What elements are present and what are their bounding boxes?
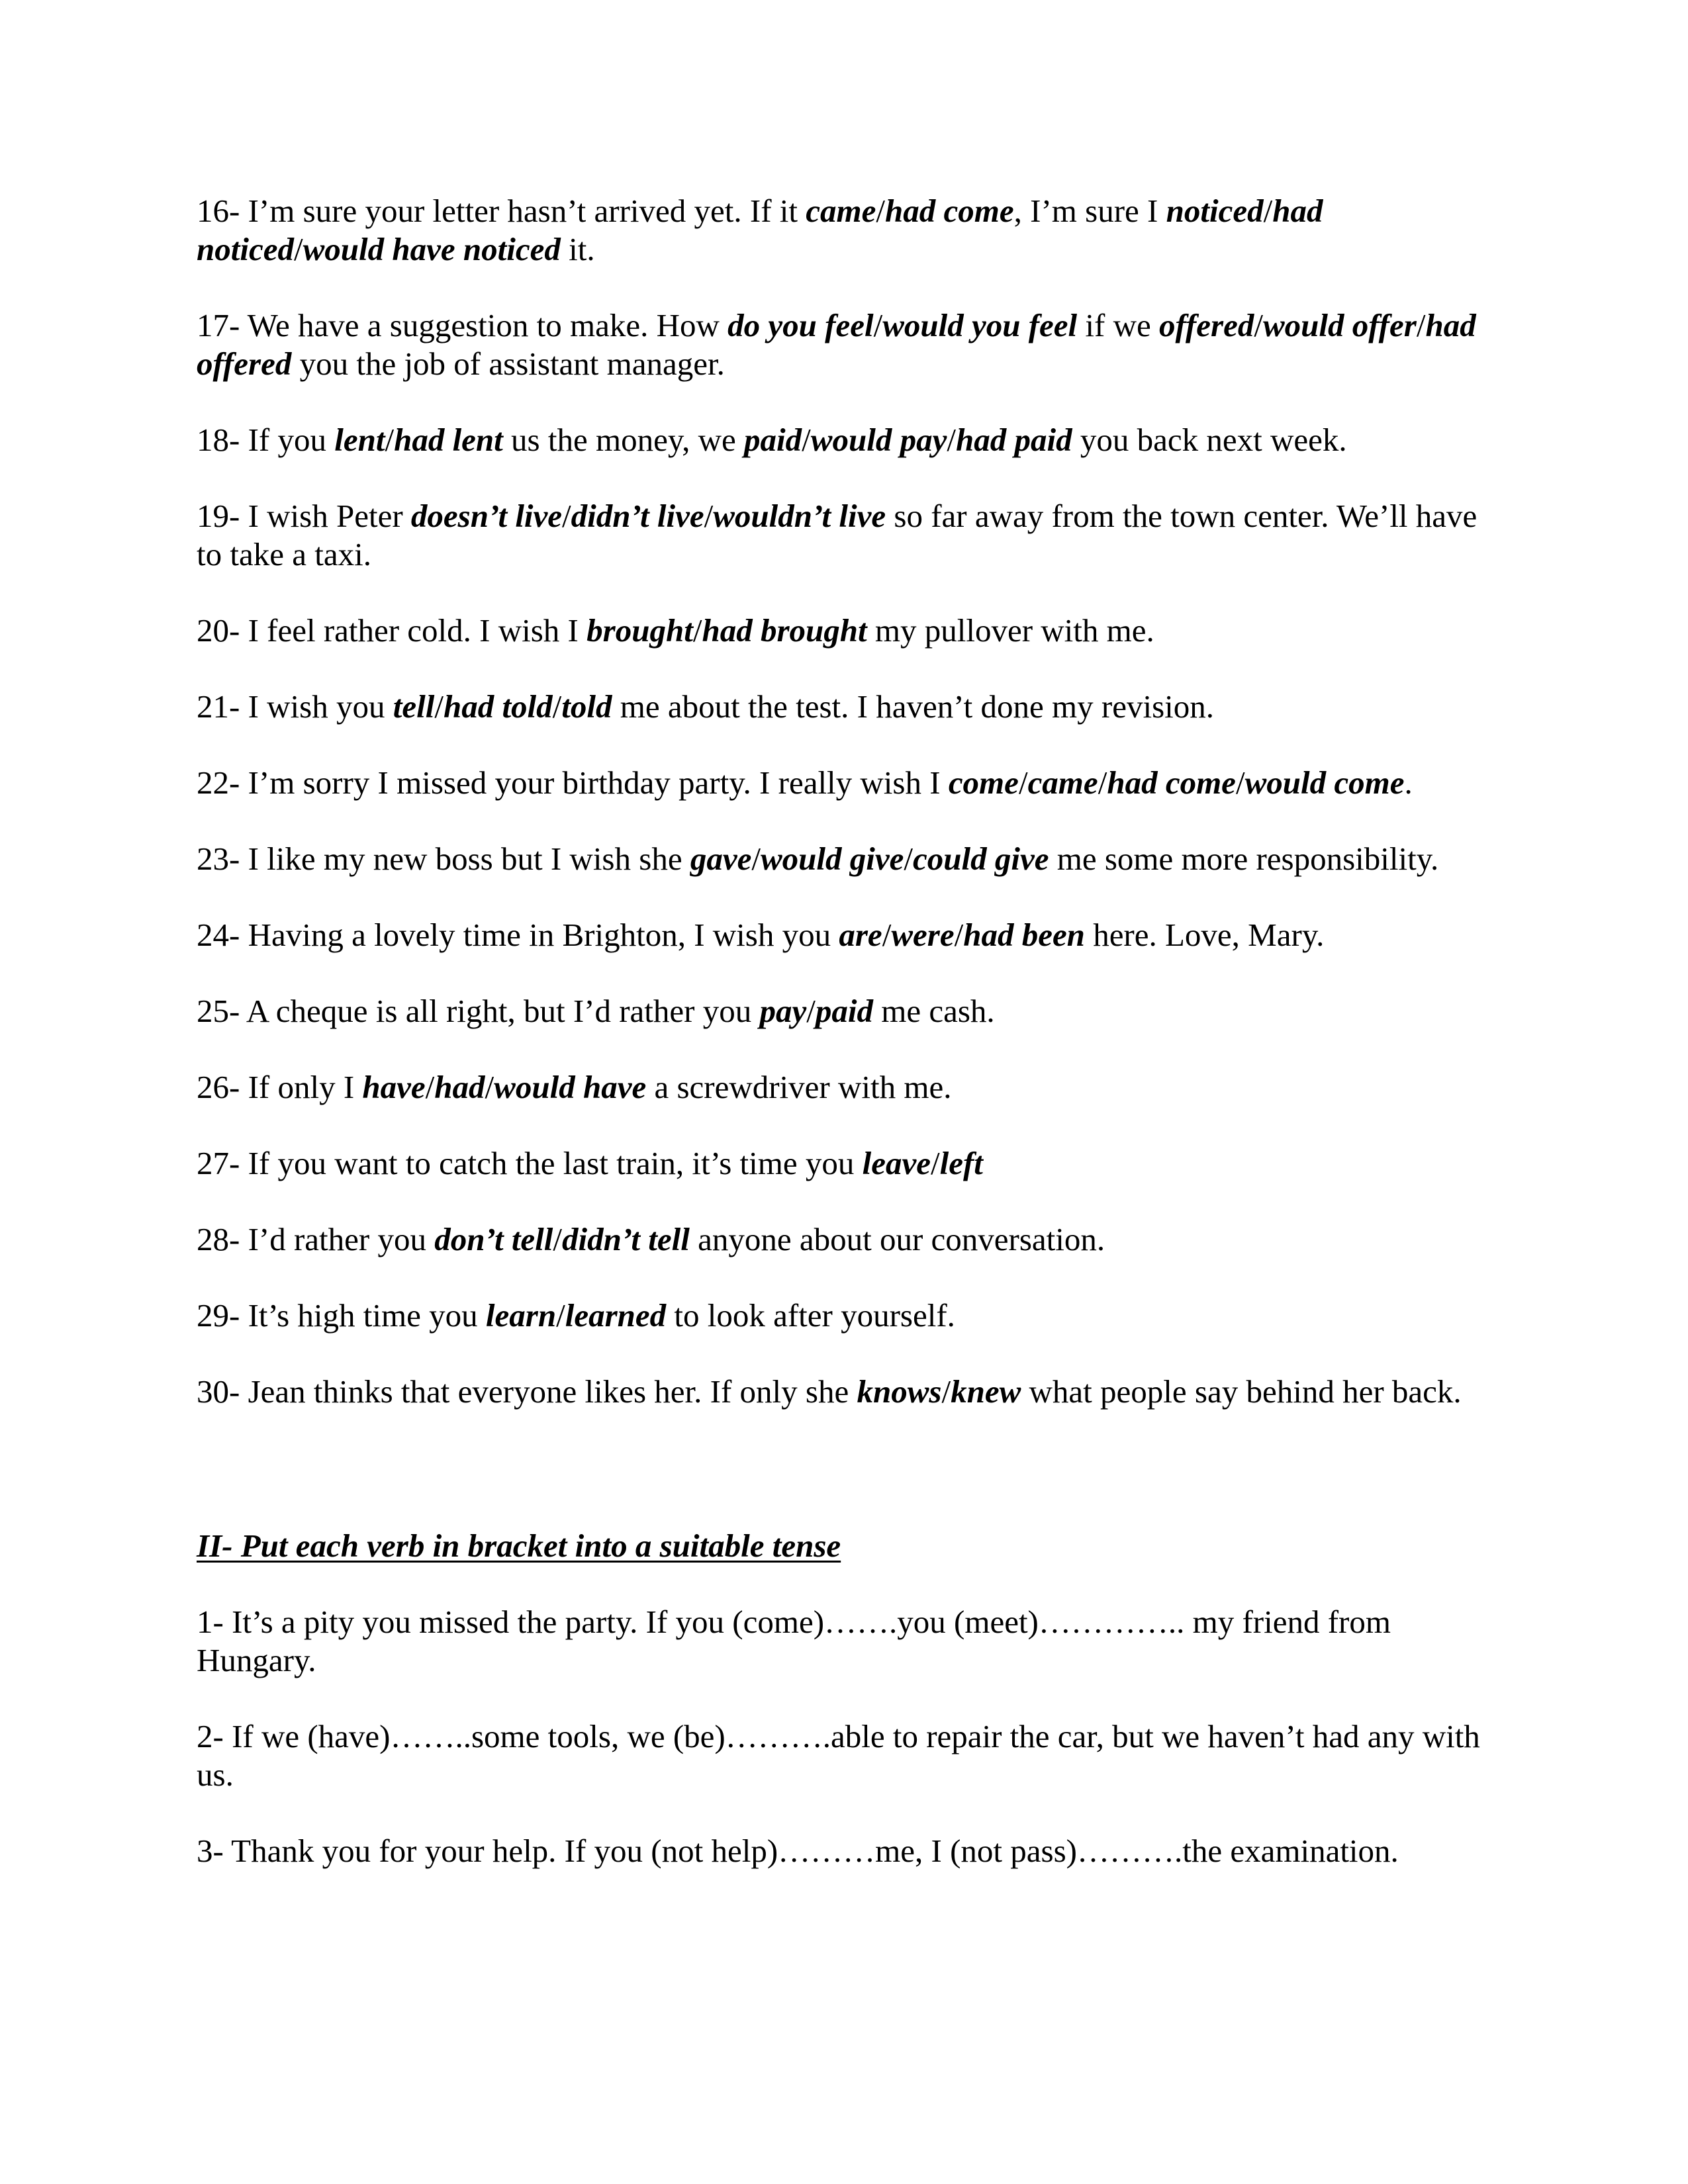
answer-option: are	[839, 917, 882, 953]
answer-option: were	[891, 917, 955, 953]
section-spacer	[197, 1449, 1494, 1527]
answer-option: had come	[1107, 764, 1236, 801]
answer-option: would have noticed	[303, 231, 561, 267]
answer-option: knows	[857, 1373, 942, 1410]
sentence-text: 26- If only I	[197, 1069, 363, 1105]
answer-option: do you feel	[727, 307, 874, 343]
exercise-item-27	[197, 1144, 1494, 1183]
answer-option: leave	[862, 1145, 931, 1181]
verb-item-1: 1- It’s a pity you missed the party. If you (come)…….you (meet)………….. my friend from Hungary.	[197, 1604, 1391, 1678]
sentence-text: /	[941, 1373, 951, 1410]
sentence-text: us the money, we	[502, 422, 745, 458]
sentence-text: so far away from the town center. We’ll have to take a taxi.	[197, 498, 1477, 572]
sentence-text: my pullover with me.	[867, 612, 1154, 649]
answer-option: doesn’t live	[410, 498, 563, 534]
answer-option: offered	[1159, 307, 1254, 343]
answer-option: would have	[494, 1069, 647, 1105]
sentence-text: /	[802, 422, 811, 458]
sentence-text: here. Love, Mary.	[1084, 917, 1325, 953]
exercise-item-25	[197, 992, 1494, 1030]
sentence-text: /	[751, 841, 761, 877]
answer-option: had paid	[955, 422, 1072, 458]
sentence-text: what people say behind her back.	[1021, 1373, 1462, 1410]
answer-option: pay	[759, 993, 807, 1029]
sentence-text: you the job of assistant manager.	[291, 345, 725, 382]
sentence-text: 24- Having a lovely time in Brighton, I wish you	[197, 917, 839, 953]
sentence-text: if we	[1077, 307, 1159, 343]
exercise-item-23	[197, 840, 1494, 878]
sentence-text: 29- It’s high time you	[197, 1297, 486, 1334]
answer-option: come	[948, 764, 1019, 801]
exercise-item-16	[197, 192, 1494, 269]
sentence-text: /	[904, 841, 913, 877]
verb-item-2: 2- If we (have)……..some tools, we (be)……….able to repair the car, but we haven’t had any with us.	[197, 1718, 1480, 1793]
sentence-text: /	[485, 1069, 494, 1105]
exercise-item-18	[197, 421, 1494, 459]
sentence-text: me cash.	[873, 993, 995, 1029]
sentence-text: /	[704, 498, 714, 534]
sentence-text: 20- I feel rather cold. I wish I	[197, 612, 587, 649]
sentence-text: /	[873, 307, 883, 343]
verb-tense-section	[197, 1527, 1494, 1870]
exercise-item-20	[197, 612, 1494, 650]
sentence-text: 18- If you	[197, 422, 335, 458]
sentence-text: /	[1263, 193, 1273, 229]
sentence-text: /	[562, 498, 571, 534]
sentence-text: 22- I’m sorry I missed your birthday party. I really wish I	[197, 764, 949, 801]
answer-option: would offer	[1262, 307, 1417, 343]
sentence-text: /	[806, 993, 816, 1029]
sentence-text: /	[882, 917, 892, 953]
sentence-text: /	[553, 1221, 563, 1257]
answer-option: had offered	[197, 307, 1476, 382]
sentence-text: /	[425, 1069, 435, 1105]
sentence-text: /	[1235, 764, 1245, 801]
sentence-text: me about the test. I haven’t done my revision.	[612, 688, 1214, 725]
multiple-choice-section	[197, 192, 1494, 1411]
answer-option: lent	[334, 422, 385, 458]
answer-option: tell	[393, 688, 435, 725]
sentence-text: a screwdriver with me.	[646, 1069, 952, 1105]
sentence-text: 17- We have a suggestion to make. How	[197, 307, 728, 343]
exercise-item-17	[197, 306, 1494, 383]
sentence-text: /	[692, 612, 702, 649]
exercise-item-30	[197, 1373, 1494, 1411]
answer-option: wouldn’t live	[713, 498, 886, 534]
sentence-text: 16- I’m sure your letter hasn’t arrived yet. If it	[197, 193, 806, 229]
sentence-text: /	[947, 422, 956, 458]
sentence-text: you back next week.	[1072, 422, 1347, 458]
sentence-text: me some more responsibility.	[1049, 841, 1439, 877]
answer-option: brought	[586, 612, 693, 649]
exercise-item-28	[197, 1220, 1494, 1259]
sentence-text: 23- I like my new boss but I wish she	[197, 841, 690, 877]
answer-option: paid	[815, 993, 873, 1029]
answer-option: have	[362, 1069, 426, 1105]
answer-option: had told	[443, 688, 553, 725]
answer-option: learn	[485, 1297, 557, 1334]
exercise-item-19	[197, 497, 1494, 574]
exercise-item-21	[197, 688, 1494, 726]
sentence-text: 25- A cheque is all right, but I’d rather you	[197, 993, 760, 1029]
verb-tense-items	[197, 1603, 1494, 1870]
sentence-text: /	[556, 1297, 565, 1334]
section-heading: II- Put each verb in bracket into a suitable tense	[197, 1527, 841, 1564]
exercise-item-29	[197, 1297, 1494, 1335]
answer-option: paid	[744, 422, 802, 458]
answer-option: came	[1027, 764, 1098, 801]
answer-option: gave	[690, 841, 752, 877]
answer-option: didn’t tell	[562, 1221, 690, 1257]
sentence-text: /	[1098, 764, 1107, 801]
sentence-text: /	[1416, 307, 1426, 343]
answer-option: would come	[1244, 764, 1405, 801]
sentence-text: /	[930, 1145, 940, 1181]
answer-option: had come	[885, 193, 1014, 229]
sentence-text: it.	[560, 231, 595, 267]
answer-option: knew	[951, 1373, 1021, 1410]
verb-item-3: 3- Thank you for your help. If you (not help)………me, I (not pass)……….the examination.	[197, 1833, 1399, 1869]
sentence-text: /	[293, 231, 303, 267]
answer-option: left	[939, 1145, 983, 1181]
sentence-text: /	[954, 917, 964, 953]
exercise-item-24	[197, 916, 1494, 954]
answer-option: noticed	[1166, 193, 1264, 229]
sentence-text: 21- I wish you	[197, 688, 393, 725]
sentence-text: 30- Jean thinks that everyone likes her. If only she	[197, 1373, 857, 1410]
answer-option: don’t tell	[434, 1221, 553, 1257]
answer-option: had been	[963, 917, 1085, 953]
answer-option: could give	[913, 841, 1049, 877]
answer-option: would you feel	[882, 307, 1078, 343]
sentence-text: /	[552, 688, 562, 725]
exercise-item-22	[197, 764, 1494, 802]
answer-option: had	[434, 1069, 485, 1105]
sentence-text: .	[1404, 764, 1413, 801]
sentence-text: /	[434, 688, 444, 725]
answer-option: would give	[760, 841, 904, 877]
worksheet-page	[197, 192, 1494, 1908]
sentence-text: to look after yourself.	[666, 1297, 955, 1334]
sentence-text: , I’m sure I	[1013, 193, 1166, 229]
exercise-item-26	[197, 1068, 1494, 1107]
sentence-text: 28- I’d rather you	[197, 1221, 435, 1257]
answer-option: came	[806, 193, 876, 229]
sentence-text: /	[1254, 307, 1263, 343]
sentence-text: /	[1018, 764, 1028, 801]
answer-option: didn’t live	[571, 498, 704, 534]
sentence-text: /	[385, 422, 395, 458]
sentence-text: anyone about our conversation.	[689, 1221, 1105, 1257]
answer-option: learned	[565, 1297, 667, 1334]
sentence-text: /	[876, 193, 886, 229]
answer-option: would pay	[810, 422, 947, 458]
sentence-text: 19- I wish Peter	[197, 498, 411, 534]
answer-option: had brought	[702, 612, 867, 649]
answer-option: had lent	[394, 422, 503, 458]
answer-option: had noticed	[197, 193, 1323, 267]
sentence-text: 27- If you want to catch the last train, it’s time you	[197, 1145, 863, 1181]
answer-option: told	[561, 688, 612, 725]
